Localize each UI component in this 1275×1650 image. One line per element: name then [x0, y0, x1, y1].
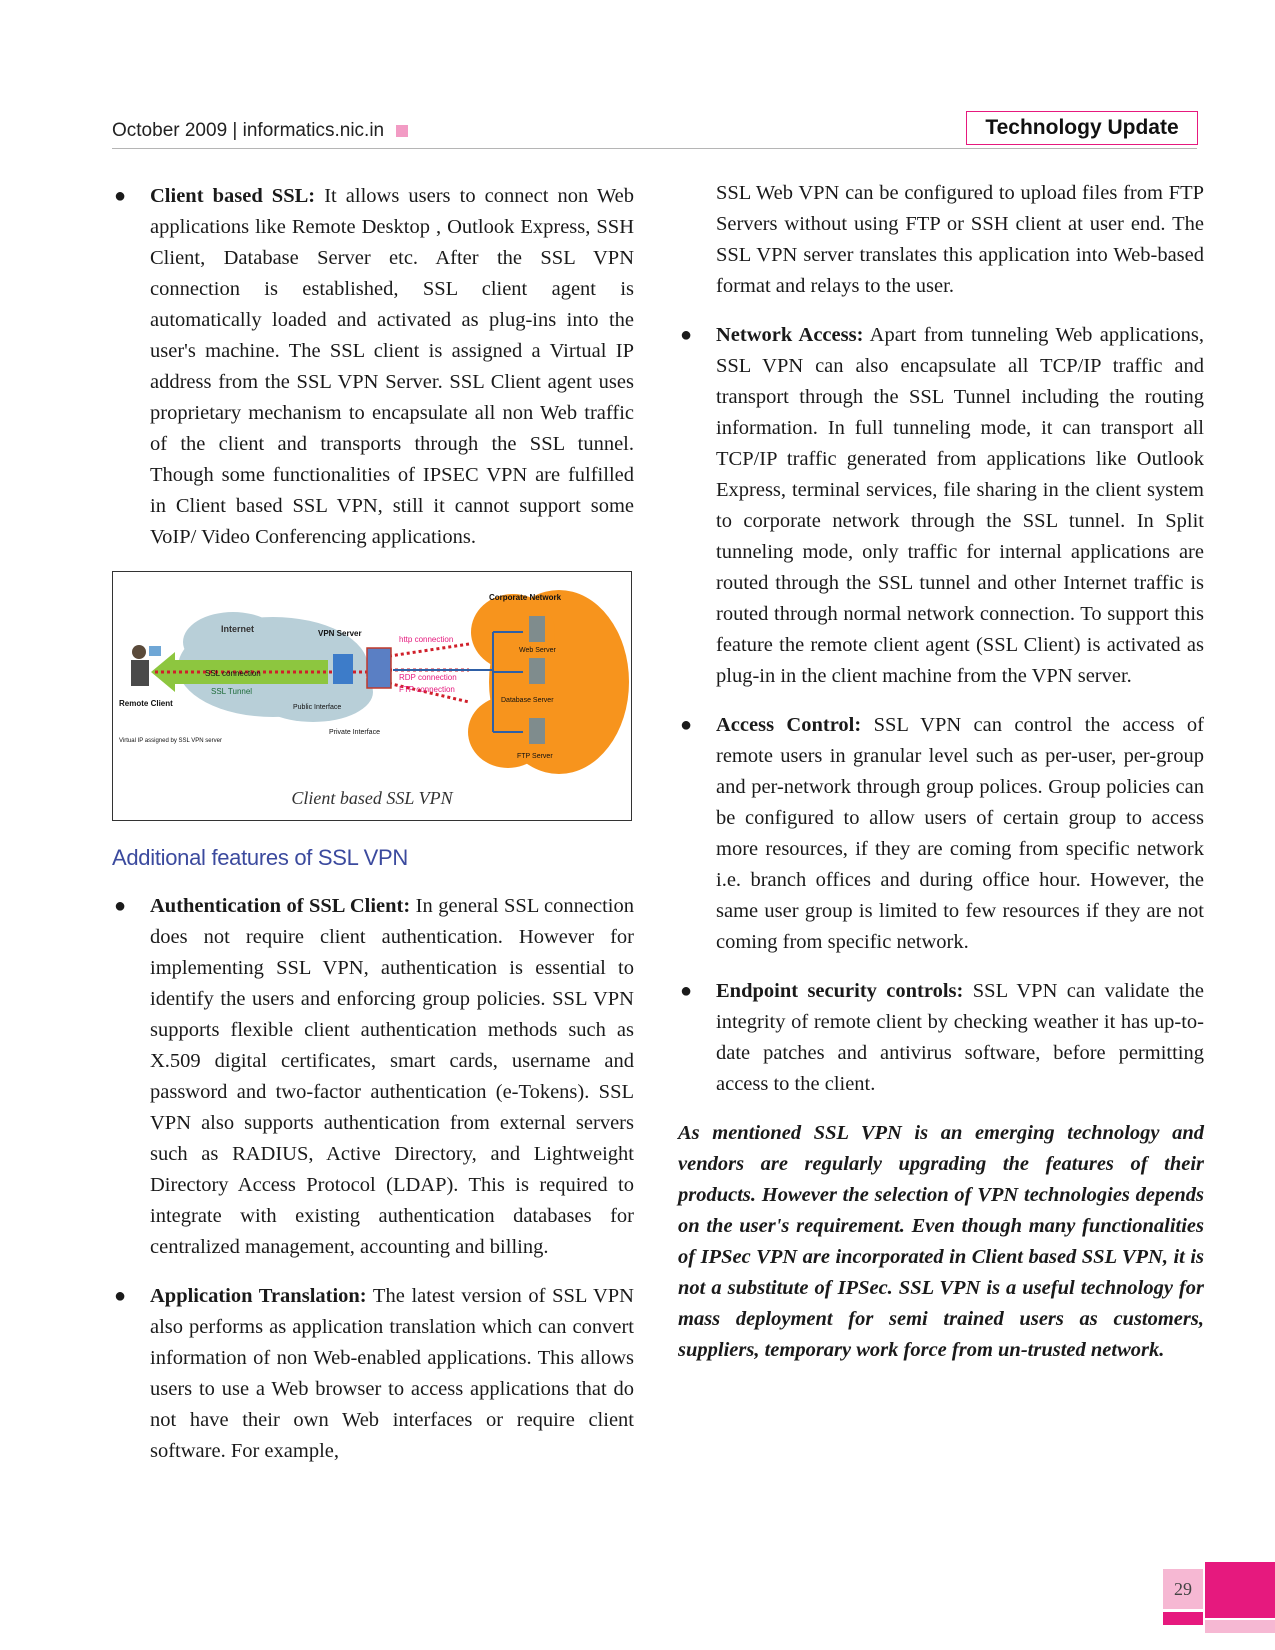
bullet-text: SSL VPN can control the access of remote users in granular level such as per-user, per-group and per-network through group polices. Group policies can be configured to allow users of certain group to access more resources, if they are coming from specific network i.e. branch offices and during office hour. However, the same user group is limited to few resources if they are not coming from specific network. [716, 714, 1204, 953]
page-corner-block [1205, 1562, 1275, 1618]
figure-caption: Client based SSL VPN [291, 788, 453, 808]
remote-client-icon [132, 645, 146, 659]
label-private-interface: Private Interface [329, 729, 380, 736]
label-vpn-server: VPN Server [318, 629, 362, 638]
bullet-title: Authentication of SSL Client: [150, 895, 411, 917]
label-ssl-tunnel: SSL Tunnel [211, 687, 253, 696]
bullet-text: SSL VPN can validate the integrity of remote client by checking weather it has up-to-date patches and antivirus software, before permitting access to the client. [716, 980, 1204, 1095]
bullet-dot: ● [114, 185, 127, 207]
right-column [678, 178, 1204, 1366]
firewall-icon [367, 648, 391, 688]
bullet-title: Access Control: [716, 714, 862, 736]
label-web-server: Web Server [519, 647, 556, 654]
label-rdp: RDP connection [399, 673, 457, 682]
section-tag: Technology Update [966, 111, 1198, 145]
label-ftp-server: FTP Server [517, 753, 553, 760]
bullet-application-translation [112, 1281, 634, 1467]
label-database-server: Database Server [501, 697, 554, 704]
ftp-server-icon [529, 718, 545, 744]
section-heading: Additional features of SSL VPN [112, 845, 408, 870]
label-corporate-network: Corporate Network [489, 593, 562, 602]
bullet-client-based-ssl [112, 181, 634, 553]
label-ssl-connection: SSL connection [205, 669, 261, 678]
bullet-dot: ● [114, 1285, 127, 1307]
bullet-access-control [678, 710, 1204, 958]
header-rule [112, 148, 1197, 149]
label-virtual-ip: Virtual IP assigned by SSL VPN server [119, 738, 222, 744]
left-column [112, 181, 634, 1485]
figure-client-ssl-vpn [112, 571, 632, 821]
page-number: 29 [1163, 1569, 1203, 1609]
conclusion-paragraph: As mentioned SSL VPN is an emerging technology and vendors are regularly upgrading the features of their products. However the selection of VPN technologies depends on the user's requirement. Even though many functionalities of IPSec VPN are incorporated in Client based SSL VPN, it is not a substitute of IPSec. SSL VPN is a useful technology for mass deployment for semi trained users as customers, suppliers, temporary work force from un-trusted network. [678, 1122, 1204, 1361]
label-internet: Internet [221, 624, 255, 634]
label-public-interface: Public Interface [293, 704, 342, 711]
bullet-text: It allows users to connect non Web applications like Remote Desktop , Outlook Express, SSH Client, Database Server etc. After the SSL VPN connection is established, SSL client agent is automatically loaded and activated as plug-ins into the user's machine. The SSL client is assigned a Virtual IP address from the SSL VPN Server. SSL Client agent uses proprietary mechanism to encapsulate all non Web traffic of the client and transports through the SSL tunnel. Though some functionalities of IPSEC VPN are fulfilled in Client based SSL VPN, still it cannot support some VoIP/ Video Conferencing applications. [150, 185, 634, 548]
page-corner-tail [1205, 1620, 1275, 1633]
header-date-site [112, 120, 408, 142]
bullet-dot: ● [680, 980, 693, 1002]
bullet-text: The latest version of SSL VPN also performs as application translation which can convert information of non Web-enabled applications. This allows users to use a Web browser to access applications that do not have their own Web interfaces or require client software. For example, [150, 1285, 634, 1462]
bullet-network-access [678, 320, 1204, 692]
bullet-dot: ● [114, 895, 127, 917]
label-remote-client: Remote Client [119, 699, 173, 708]
bullet-title: Application Translation: [150, 1285, 367, 1307]
bullet-endpoint-security [678, 976, 1204, 1100]
bullet-text: Apart from tunneling Web applications, SSL VPN can also encapsulate all TCP/IP traffic and transport through the SSL Tunnel including the routing information. In full tunneling mode, it can transport all TCP/IP traffic generated from applications like Outlook Express, terminal services, file sharing in the client system to corporate network through the SSL tunnel. In Split tunneling mode, only traffic for internal applications are routed through the SSL tunnel and other Internet traffic is routed through normal network connection. To support this feature the remote client agent (SSL Client) is activated as plug-in in the client machine from the VPN server. [716, 324, 1204, 687]
bullet-title: Endpoint security controls: [716, 980, 964, 1002]
bullet-title: Network Access: [716, 324, 864, 346]
bullet-dot: ● [680, 714, 693, 736]
page-corner-strip [1163, 1612, 1203, 1625]
header-date-site-text: October 2009 | informatics.nic.in [112, 120, 385, 141]
vpn-server-icon [333, 654, 353, 684]
bullet-dot: ● [680, 324, 693, 346]
continued-paragraph: SSL Web VPN can be configured to upload files from FTP Servers without using FTP or SSH client at user end. The SSL VPN server translates this application into Web-based format and relays to the user. [716, 182, 1204, 297]
database-server-icon [529, 658, 545, 684]
bullet-text: In general SSL connection does not require client authentication. However for implementing SSL VPN, authentication is essential to identify the users and enforcing group policies. SSL VPN supports flexible client authentication methods such as X.509 digital certificates, smart cards, username and password and two-factor authentication (e-Tokens). SSL VPN also supports authentication from external servers such as RADIUS, Active Directory, and Lightweight Directory Access Protocol (LDAP). This is required to integrate with existing authentication databases for centralized management, accounting and billing. [150, 895, 634, 1258]
label-ftp: FTP connection [399, 685, 455, 694]
header-pink-square [396, 125, 408, 137]
label-http: http connection [399, 635, 454, 644]
bullet-title: Client based SSL: [150, 185, 316, 207]
web-server-icon [529, 616, 545, 642]
bullet-authentication [112, 891, 634, 1263]
